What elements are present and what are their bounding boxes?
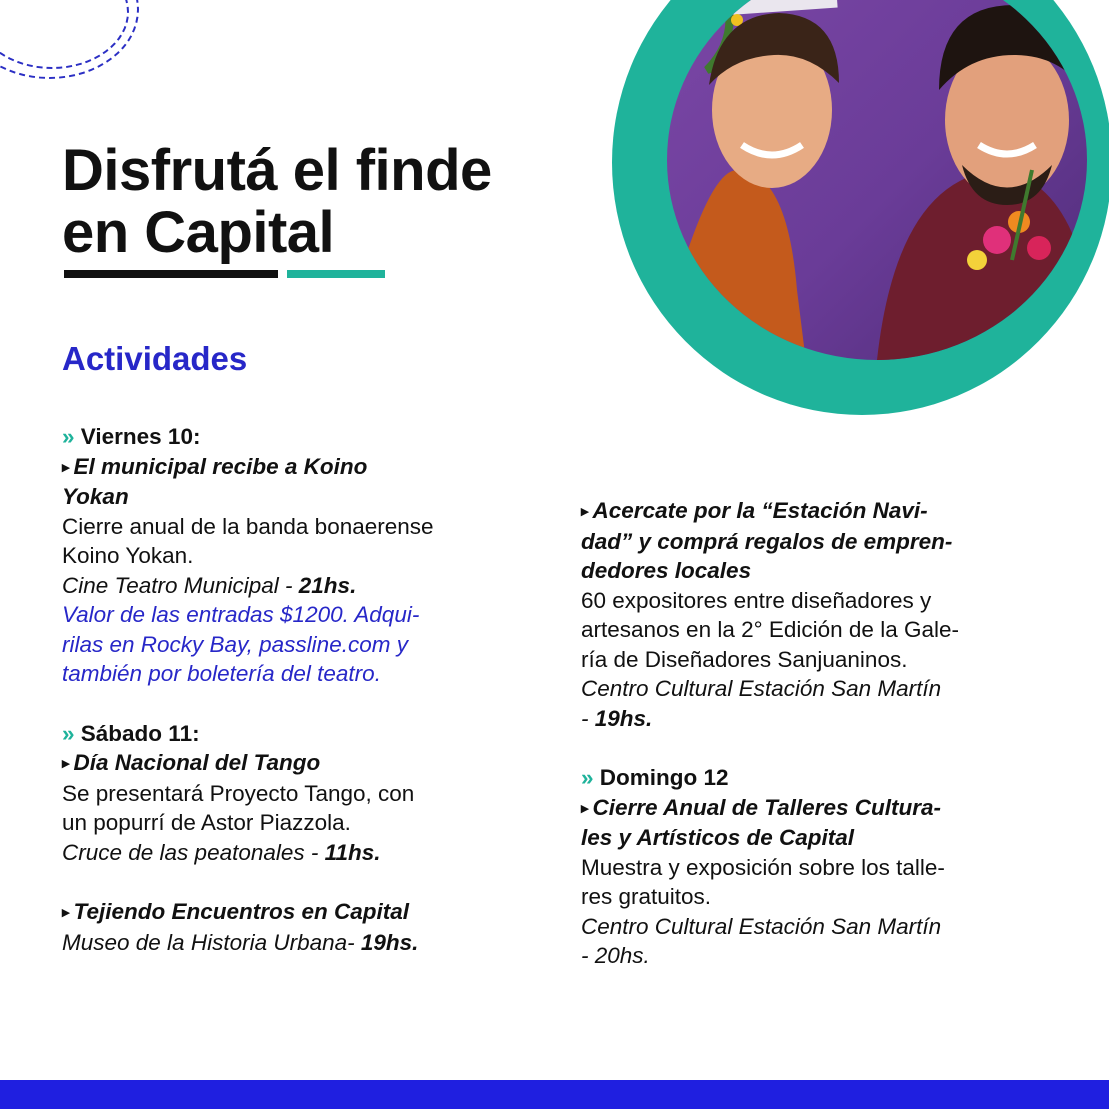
page-title-line-2: en Capital [62,200,335,265]
event-description-line: Muestra y exposición sobre los talle- [581,854,945,880]
event-title-line: dad” y comprá regalos de empren- [581,528,953,554]
event-venue [581,704,1081,734]
event-description-line: un popurrí de Astor Piazzola. [62,810,351,835]
event-time: 21hs. [298,572,357,598]
page-title-line-1: Disfrutá el finde [62,138,492,203]
event-description-line: res gratuitos. [581,884,712,909]
event-title [581,793,1081,824]
triangle-bullet-icon: ▸ [581,503,589,520]
event-venue [62,928,532,958]
ticket-info-line: también por boletería del teatro. [62,661,381,686]
event-venue [62,838,532,868]
day-label: Domingo 12 [599,765,729,790]
event-description-line: Se presentará Proyecto Tango, con [62,780,415,806]
day-heading-saturday [62,719,532,749]
event-venue [62,571,532,601]
event-place: Centro Cultural Estación San Martín [581,676,942,701]
day-label: Sábado 11: [80,720,200,746]
event-title-line: Yokan [62,484,129,509]
guillemet-icon: » [62,424,75,449]
event-time: 19hs. [594,705,653,731]
guillemet-icon: » [62,720,75,746]
event-title-line: dedores locales [581,558,752,583]
event-place: Museo de la Historia Urbana- [62,929,361,955]
day-heading-sunday [581,763,1081,793]
event-description-line: ría de Diseñadores Sanjuaninos. [581,646,908,672]
event-place: - 20hs. [581,943,650,968]
left-column [62,422,532,957]
event-title-line: Acercate por la “Estación Navi- [592,498,928,523]
event-description-line: 60 expositores entre diseñadores y [581,587,932,613]
event-title-line: El municipal recibe a Koino [73,453,368,479]
bottom-brand-bar [0,1080,1109,1109]
event-title-line: Tejiendo Encuentros en Capital [73,899,409,924]
event-title [62,748,532,779]
event-place: - [581,705,595,731]
guillemet-icon: » [581,765,594,790]
triangle-bullet-icon: ▸ [62,755,70,772]
triangle-bullet-icon: ▸ [62,458,70,476]
day-label: Viernes 10: [80,424,201,449]
event-title-line: Cierre Anual de Talleres Cultura- [592,794,941,820]
event-time: 11hs. [324,839,381,865]
ticket-info-line: Valor de las entradas $1200. Adqui- [62,602,420,627]
event-title [62,897,532,928]
right-column [581,496,1081,971]
event-description-line: Cierre anual de la banda bonaerense [62,513,434,539]
event-title-line: Día Nacional del Tango [73,750,321,775]
triangle-bullet-icon: ▸ [62,904,70,921]
ticket-info-line: rilas en Rocky Bay, passline.com y [62,631,408,657]
event-title [581,496,1081,527]
event-title [62,452,532,483]
page-title [62,140,492,264]
event-place: Cine Teatro Municipal - [62,572,299,598]
event-description-line: artesanos en la 2° Edición de la Gale- [581,617,959,642]
event-place: Centro Cultural Estación San Martín [581,913,942,939]
event-place: Cruce de las peatonales - [62,839,325,865]
section-heading: Actividades [62,340,248,377]
day-heading-friday [62,422,532,452]
title-underline-black [64,270,278,278]
triangle-bullet-icon: ▸ [581,799,589,817]
event-title-line: les y Artísticos de Capital [581,825,855,850]
event-time: 19hs. [360,929,419,955]
event-description-line: Koino Yokan. [62,543,194,568]
title-underline-teal [287,270,385,278]
